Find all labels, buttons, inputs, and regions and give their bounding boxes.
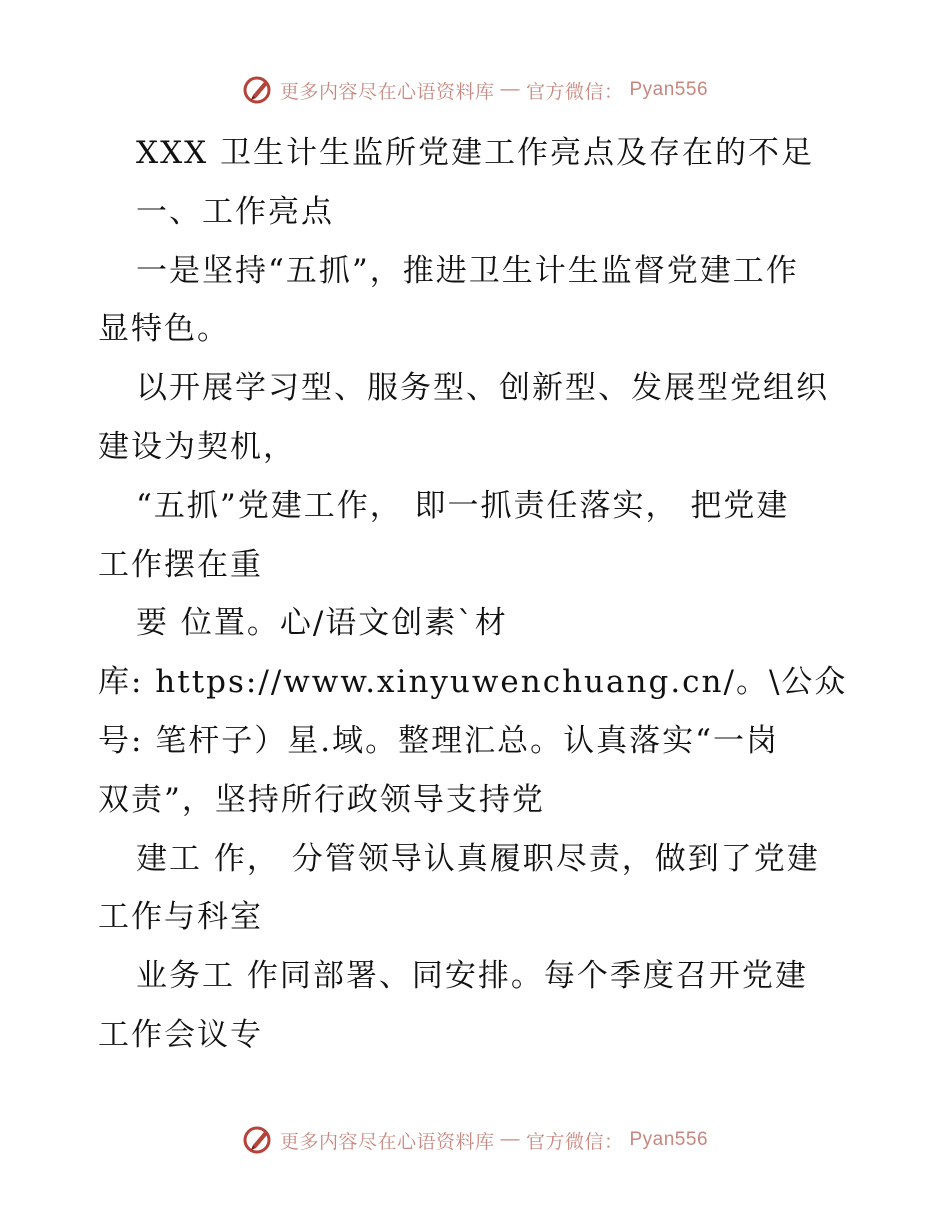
document-title: XXX 卫生计生监所党建工作亮点及存在的不足: [136, 135, 815, 171]
footer-watermark: [0, 1124, 950, 1156]
pen-logo-icon: [242, 1124, 274, 1156]
text-line: 要 位置。心/语文创素`材: [136, 605, 508, 642]
text-line: 以开展学习型、服务型、创新型、发展型党组织: [136, 370, 829, 407]
watermark-dash: —: [500, 1129, 520, 1150]
watermark-wechat-label: 官方微信：: [525, 80, 624, 103]
watermark-dash: —: [500, 79, 520, 100]
text-line: 号: 笔杆子）星.域。整理汇总。认真落实“一岗: [98, 722, 779, 759]
header-watermark: [0, 74, 950, 106]
text-line: 库: https://www.xinyuwenchuang.cn/。\公众: [98, 664, 848, 701]
watermark-handle: Pyan556: [629, 1129, 709, 1150]
watermark-wechat-label: 官方微信：: [525, 1130, 624, 1153]
watermark-text: 更多内容尽在心语资料库: [279, 80, 495, 103]
text-line: 建工 作， 分管领导认真履职尽责，做到了党建: [136, 840, 820, 877]
text-line: 工作摆在重: [98, 546, 263, 583]
watermark-handle: Pyan556: [629, 79, 709, 100]
text-line: 工作与科室: [98, 899, 263, 936]
text-line: “五抓”党建工作， 即一抓责任落实， 把党建: [136, 487, 790, 524]
text-line: 业务工 作同部署、同安排。每个季度召开党建: [136, 958, 808, 995]
text-line: 双责”，坚持所行政领导支持党: [98, 781, 545, 818]
text-line: 建设为契机，: [98, 428, 296, 465]
pen-logo-icon: [242, 74, 274, 106]
text-line: 一是坚持“五抓”，推进卫生计生监督党建工作: [136, 252, 799, 289]
watermark-text: 更多内容尽在心语资料库: [279, 1130, 495, 1153]
text-line: 显特色。: [98, 311, 230, 348]
text-line: 工作会议专: [98, 1016, 263, 1053]
body-text: [98, 124, 858, 1065]
section-heading: 一、工作亮点: [136, 193, 334, 230]
